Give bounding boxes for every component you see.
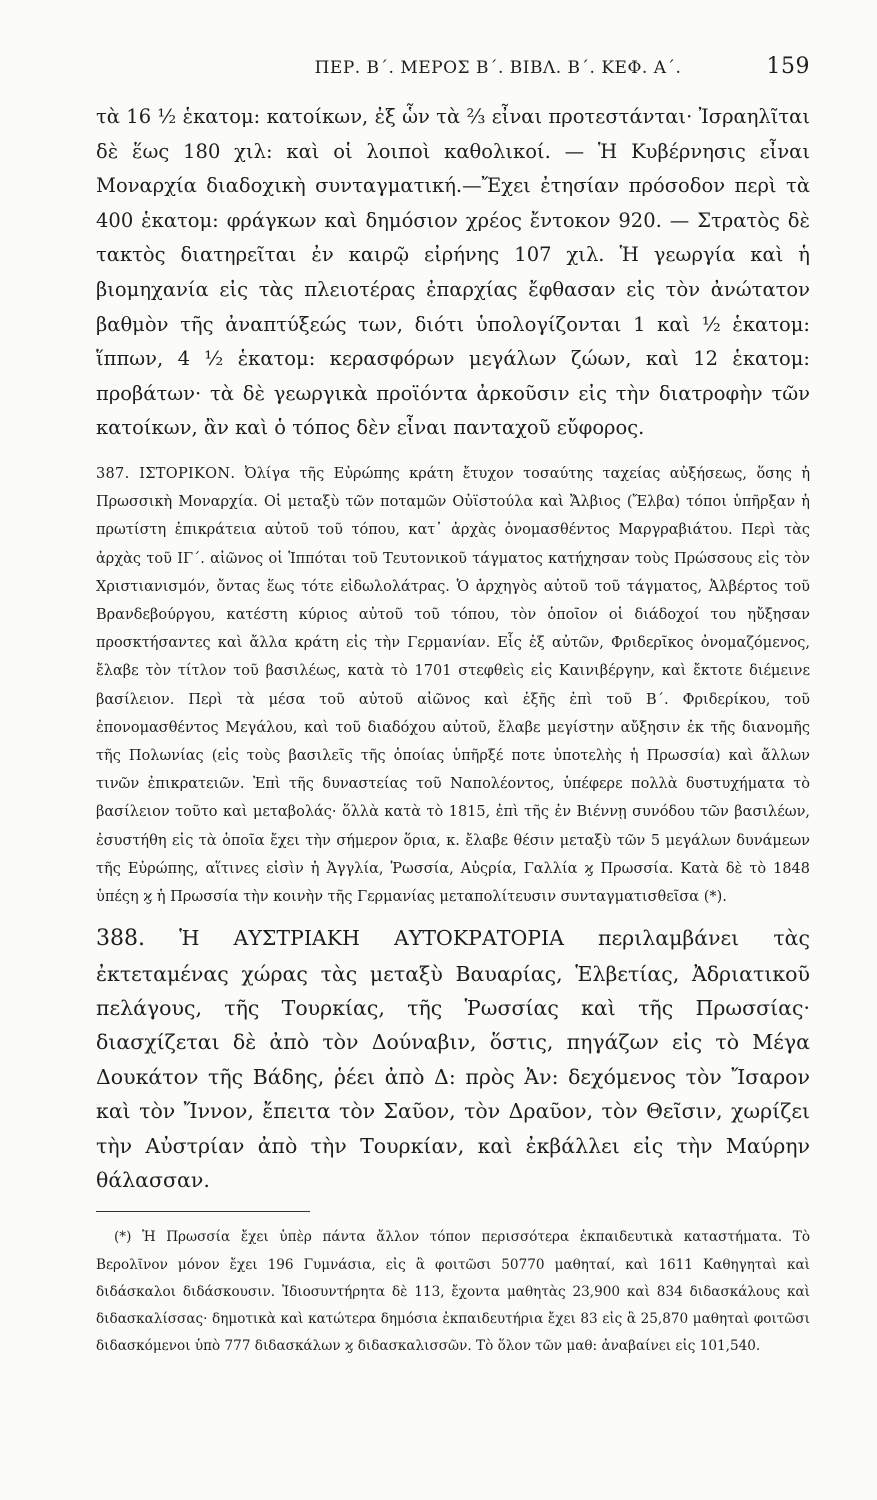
footnote-divider bbox=[96, 1211, 310, 1212]
page-number: 159 bbox=[766, 54, 810, 79]
section-387-label: 387. ΙΣΤΟΡΙΚΟΝ. bbox=[96, 465, 236, 482]
austria-text: Ἡ ΑΥΣΤΡΙΑΚΗ ΑΥΤΟΚΡΑΤΟΡΙΑ περιλαμβάνει τὰς ἐκτεταμένας χώρας τὰς μεταξὺ Βαυαρίας, Ἑλβετίας, Ἀδριατικοῦ πελάγους, τῆς Τουρκίας, τῆς Ῥωσσίας καὶ τῆς Πρωσσίας· διασχίζεται δὲ ἀπὸ τὸν Δούναβιν, ὅστις, πηγάζων εἰς τὸ Μέγα Δουκάτον τῆς Βάδης, ῥέει ἀπὸ Δ: πρὸς Ἀν: δεχόμενος τὸν Ἴσαρον καὶ τὸν Ἴννον, ἔπειτα τὸν Σαῦον, τὸν Δραῦον, τὸν Θεῖσιν, χωρίζει τὴν Αὐστρίαν ἀπὸ τὴν Τουρκίαν, καὶ ἐκβάλλει εἰς τὴν Μαύρην θάλασσαν. bbox=[96, 926, 810, 1193]
history-paragraph bbox=[96, 460, 810, 911]
austria-paragraph bbox=[96, 921, 810, 1197]
running-title: ΠΕΡ. Β΄. ΜΕΡΟΣ Β΄. ΒΙΒΛ. Β΄. ΚΕΦ. Α΄. bbox=[314, 58, 682, 78]
footnote bbox=[96, 1224, 810, 1360]
book-page bbox=[96, 54, 811, 1360]
page-header bbox=[96, 54, 810, 86]
statistics-paragraph: τὰ 16 ½ ἑκατομ: κατοίκων, ἐξ ὧν τὰ ⅔ εἶναι προτεστάνται· Ἰσραηλῖται δὲ ἕως 180 χιλ: καὶ οἱ λοιποὶ καθολικοί. — Ἡ Κυβέρνησις εἶναι Μοναρχία διαδοχικὴ συνταγματική.—Ἔχει ἐτησίαν πρόσοδον περὶ τὰ 400 ἑκατομ: φράγκων καὶ δημόσιον χρέος ἔντοκον 920. — Στρατὸς δὲ τακτὸς διατηρεῖται ἐν καιρῷ εἰρήνης 107 χιλ. Ἡ γεωργία καὶ ἡ βιομηχανία εἰς τὰς πλειοτέρας ἐπαρχίας ἔφθασαν εἰς τὸν ἀνώτατον βαθμὸν τῆς ἀναπτύξεώς των, διότι ὑπολογίζονται 1 καὶ ½ ἑκατομ: ἵππων, 4 ½ ἑκατομ: κερασφόρων μεγάλων ζώων, καὶ 12 ἑκατομ: προβάτων· τὰ δὲ γεωργικὰ προϊόντα ἀρκοῦσιν εἰς τὴν διατροφὴν τῶν κατοίκων, ἂν καὶ ὁ τόπος δὲν εἶναι πανταχοῦ εὔφορος. bbox=[96, 105, 810, 440]
footnote-marker: (*) bbox=[114, 1229, 132, 1246]
history-text: Ὀλίγα τῆς Εὐρώπης κράτη ἔτυχον τοσαύτης ταχείας αὐξήσεως, ὅσης ἡ Πρωσσικὴ Μοναρχία. Οἱ μεταξὺ τῶν ποταμῶν Οὐϊστούλα καὶ Ἄλβιος (Ἔλβα) τόποι ὑπῆρξαν ἡ πρωτίστη ἐπικράτεια αὐτοῦ τοῦ τόπου, κατ᾽ ἀρχὰς ὀνομασθέντος Μαργραβιάτου. Περὶ τὰς ἀρχὰς τοῦ ΙΓ΄. αἰῶνος οἱ Ἱππόται τοῦ Τευτονικοῦ τάγματος κατήχησαν τοὺς Πρώσσους εἰς τὸν Χριστιανισμόν, ὄντας ἕως τότε εἰδωλολάτρας. Ὁ ἀρχηγὸς αὐτοῦ τοῦ τάγματος, Ἀλβέρτος τοῦ Βρανδεβούργου, κατέστη κύριος αὐτοῦ τοῦ τόπου, τὸν ὁποῖον οἱ διάδοχοί του ηὔξησαν προσκτήσαντες καὶ ἄλλα κράτη εἰς τὴν Γερμανίαν. Εἷς ἐξ αὐτῶν, Φριδερῖκος ὀνομαζόμενος, ἔλαβε τὸν τίτλον τοῦ βασιλέως, κατὰ τὸ 1701 στεφθεὶς εἰς Καινιβέργην, καὶ ἔκτοτε διέμεινε βασίλειον. Περὶ τὰ μέσα τοῦ αὐτοῦ αἰῶνος καὶ ἐξῆς ἐπὶ τοῦ Β΄. Φριδερίκου, τοῦ ἐπονομασθέντος Μεγάλου, καὶ τοῦ διαδόχου αὐτοῦ, ἔλαβε μεγίστην αὔξησιν ἐκ τῆς διανομῆς τῆς Πολωνίας (εἰς τοὺς βασιλεῖς τῆς ὁποίας ὑπῆρξέ ποτε ὑποτελὴς ἡ Πρωσσία) καὶ ἄλλων τινῶν ἐπικρατειῶν. Ἐπὶ τῆς δυναστείας τοῦ Ναπολέοντος, ὑπέφερε πολλὰ δυστυχήματα τὸ βασίλειον τοῦτο καὶ μεταβολάς· ὅλλὰ κατὰ τὸ 1815, ἐπὶ τῆς ἐν Βιέννῃ συνόδου τῶν βασιλέων, ἐσυστήθη εἰς τὰ ὁποῖα ἔχει τὴν σήμερον ὅρια, κ. ἔλαβε θέσιν μεταξὺ τῶν 5 μεγάλων δυνάμεων τῆς Εὐρώπης, αἵτινες εἰσὶν ἡ Ἀγγλία, Ῥωσσία, Αὐςρία, Γαλλία ϗ Πρωσσία. Κατὰ δὲ τὸ 1848 ὑπέςη ϗ ἡ Πρωσσία τὴν κοινὴν τῆς Γερμανίας μεταπολίτευσιν συνταγματισθεῖσα (*). bbox=[96, 465, 811, 905]
footnote-text: Ἡ Πρωσσία ἔχει ὑπὲρ πάντα ἄλλον τόπον περισσότερα ἐκπαιδευτικὰ καταστήματα. Τὸ Βερολῖνον μόνον ἔχει 196 Γυμνάσια, εἰς ἃ φοιτῶσι 50770 μαθηταί, καὶ 1611 Καθηγηταὶ καὶ διδάσκαλοι διδάσκουσιν. Ἰδιοσυντήρητα δὲ 113, ἔχοντα μαθητὰς 23,900 καὶ 834 διδασκάλους καὶ διδασκαλίσσας· δημοτικὰ καὶ κατώτερα δημόσια ἐκπαιδευτήρια ἔχει 83 εἰς ἃ 25,870 μαθηταὶ φοιτῶσι διδασκόμενοι ὑπὸ 777 διδασκάλων ϗ διδασκαλισσῶν. Τὸ ὅλον τῶν μαθ: ἀναβαίνει εἰς 101,540. bbox=[96, 1229, 811, 1355]
section-388-number: 388. bbox=[96, 926, 145, 952]
